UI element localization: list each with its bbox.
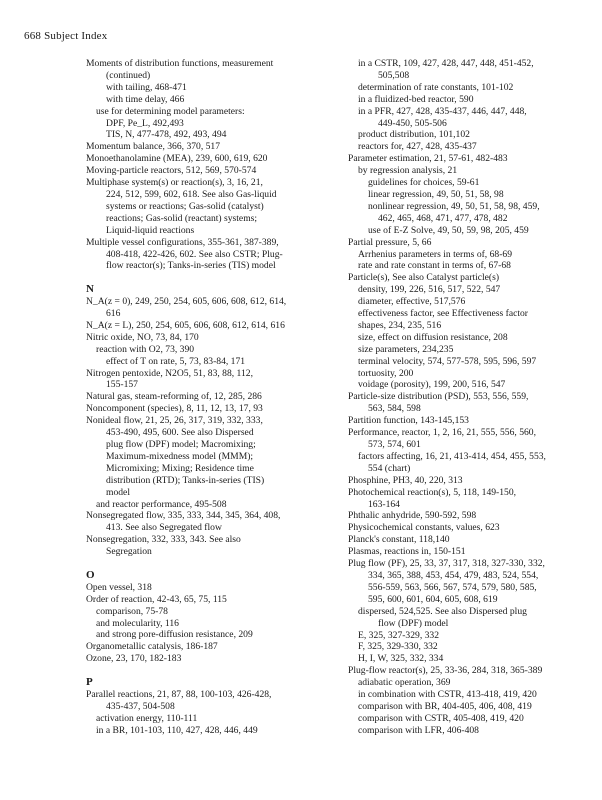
index-entry: in a PFR, 427, 428, 435-437, 446, 447, 448, (358, 105, 527, 117)
index-entry: product distribution, 101,102 (358, 129, 470, 141)
index-entry: Phosphine, PH3, 40, 220, 313 (348, 474, 463, 486)
index-entry: reactors for, 427, 428, 435-437 (358, 141, 477, 153)
index-entry: adiabatic operation, 369 (358, 677, 451, 689)
index-entry: Nonideal flow, 21, 25, 26, 317, 319, 332, 333, (86, 415, 263, 427)
index-entry: Particle-size distribution (PSD), 553, 556, 559, (348, 391, 529, 403)
index-entry: Micromixing; Mixing; Residence time (106, 462, 254, 474)
index-entry: and strong pore-diffusion resistance, 209 (96, 629, 253, 641)
index-entry: Particle(s), See also Catalyst particle(s) (348, 272, 500, 284)
index-entry: flow (DPF) model (378, 617, 449, 629)
index-entry: use of E-Z Solve, 49, 50, 59, 98, 205, 459 (368, 224, 529, 236)
index-entry: reactions; Gas-solid (reactant) systems; (106, 212, 258, 224)
index-entry: reaction with O2, 73, 390 (96, 343, 195, 355)
index-entry: Parallel reactions, 21, 87, 88, 100-103, 426-428, (86, 688, 272, 700)
index-entry: size parameters, 234,235 (358, 343, 454, 355)
index-entry: factors affecting, 16, 21, 413-414, 454, 455, 553, (358, 450, 546, 462)
index-entry: Organometallic catalysis, 186-187 (86, 641, 218, 653)
index-entry: E, 325, 327-329, 332 (358, 629, 440, 641)
page-number: 668 (24, 30, 42, 42)
index-entry: 155-157 (106, 379, 138, 391)
index-entry: Plug flow (PF), 25, 33, 37, 317, 318, 327-330, 332, (348, 558, 545, 570)
index-entry: voidage (porosity), 199, 200, 516, 547 (358, 379, 506, 391)
index-entry: Phthalic anhydride, 590-592, 598 (348, 510, 477, 522)
index-entry: DPF, Pe_L, 492,493 (106, 117, 184, 129)
index-entry: Planck's constant, 118,140 (348, 534, 450, 546)
index-entry: 413. See also Segregated flow (106, 522, 222, 534)
index-section-letter: O (86, 568, 95, 581)
index-entry: Natural gas, steam-reforming of, 12, 285, 286 (86, 391, 262, 403)
index-entry: and molecularity, 116 (96, 617, 179, 629)
index-entry: Monoethanolamine (MEA), 239, 600, 619, 620 (86, 153, 268, 165)
index-entry: F, 325, 329-330, 332 (358, 641, 438, 653)
index-entry: H, I, W, 325, 332, 334 (358, 653, 444, 665)
index-entry: Parameter estimation, 21, 57-61, 482-483 (348, 153, 508, 165)
index-entry: 163-164 (368, 498, 400, 510)
index-entry: comparison with CSTR, 405-408, 419, 420 (358, 712, 524, 724)
index-entry: with tailing, 468-471 (106, 81, 187, 93)
index-entry: rate and rate constant in terms of, 67-68 (358, 260, 511, 272)
index-column-left (76, 58, 336, 737)
index-entry: Moments of distribution functions, measurement (86, 58, 274, 69)
index-entry: in a BR, 101-103, 110, 427, 428, 446, 449 (96, 724, 258, 736)
index-entry: Physicochemical constants, values, 623 (348, 522, 500, 534)
index-entry: Partial pressure, 5, 66 (348, 236, 432, 248)
index-entry: N_A(z = L), 250, 254, 605, 606, 608, 612, 614, 616 (86, 319, 285, 331)
index-entry: Momentum balance, 366, 370, 517 (86, 141, 221, 153)
index-entry: N_A(z = 0), 249, 250, 254, 605, 606, 608, 612, 614, (86, 296, 287, 308)
index-entry: 554 (chart) (368, 462, 411, 474)
index-entry: flow reactor(s); Tanks-in-series (TIS) model (106, 260, 276, 272)
index-entry: systems or reactions; Gas-solid (catalyst) (106, 200, 264, 212)
index-entry: Nitrogen pentoxide, N2O5, 51, 83, 88, 112, (86, 367, 253, 379)
index-entry: 616 (106, 308, 121, 320)
index-entry: 408-418, 422-426, 602. See also CSTR; Plug- (106, 248, 283, 260)
index-entry: comparison, 75-78 (96, 605, 168, 617)
index-spacer (76, 558, 336, 570)
index-entry: Plug-flow reactor(s), 25, 33-36, 284, 318, 365-389 (348, 665, 543, 677)
index-entry: nonlinear regression, 49, 50, 51, 58, 98, 459, (368, 200, 540, 212)
index-column-right (348, 58, 602, 737)
index-entry: 595, 600, 601, 604, 605, 608, 619 (368, 593, 498, 605)
index-entry: and reactor performance, 495-508 (96, 498, 227, 510)
index-entry: 505,508 (378, 69, 410, 81)
index-entry: 334, 365, 388, 453, 454, 479, 483, 524, 554, (368, 569, 539, 581)
index-entry: 563, 584, 598 (368, 403, 421, 415)
index-entry: Partition function, 143-145,153 (348, 415, 469, 427)
index-entry: linear regression, 49, 50, 51, 58, 98 (368, 188, 504, 200)
index-entry: activation energy, 110-111 (96, 712, 198, 724)
index-entry: Open vessel, 318 (86, 581, 152, 593)
index-entry: by regression analysis, 21 (358, 165, 458, 177)
index-entry: shapes, 234, 235, 516 (358, 319, 442, 331)
index-entry: Nitric oxide, NO, 73, 84, 170 (86, 331, 199, 343)
index-entry: effectiveness factor, see Effectiveness factor (358, 308, 528, 320)
index-spacer (76, 665, 336, 677)
index-entry: effect of T on rate, 5, 73, 83-84, 171 (106, 355, 246, 367)
index-entry: Maximum-mixedness model (MMM); (106, 450, 254, 462)
index-section-letter: P (86, 676, 93, 689)
index-entry: 224, 512, 599, 602, 618. See also Gas-liquid (106, 188, 277, 200)
index-entry: model (106, 486, 130, 498)
index-entry: Plasmas, reactions in, 150-151 (348, 546, 466, 558)
index-entry: plug flow (DPF) model; Macromixing; (106, 438, 256, 450)
index-entry: comparison with LFR, 406-408 (358, 724, 479, 736)
index-entry: Nonsegregation, 332, 333, 343. See also (86, 534, 241, 546)
index-entry: Multiple vessel configurations, 355-361, 387-389, (86, 236, 279, 248)
index-entry: in a fluidized-bed reactor, 590 (358, 93, 474, 105)
index-entry: Arrhenius parameters in terms of, 68-69 (358, 248, 512, 260)
index-entry: density, 199, 226, 516, 517, 522, 547 (358, 284, 501, 296)
index-entry: 462, 465, 468, 471, 477, 478, 482 (378, 212, 508, 224)
index-entry: diameter, effective, 517,576 (358, 296, 466, 308)
index-entry: 453-490, 495, 600. See also Dispersed (106, 427, 254, 439)
index-entry: TIS, N, 477-478, 492, 493, 494 (106, 129, 227, 141)
index-entry: tortuosity, 200 (358, 367, 414, 379)
index-entry: Nonsegregated flow, 335, 333, 344, 345, 364, 408, (86, 510, 281, 522)
index-entry: 573, 574, 601 (368, 439, 421, 450)
index-entry: 435-437, 504-508 (106, 700, 175, 712)
index-entry: determination of rate constants, 101-102 (358, 81, 514, 93)
index-entry: Multiphase system(s) or reaction(s), 3, 16, 21, (86, 177, 263, 189)
index-entry: Performance, reactor, 1, 2, 16, 21, 555, 556, 560, (348, 427, 536, 439)
index-entry: Ozone, 23, 170, 182-183 (86, 653, 182, 665)
index-entry: distribution (RTD); Tanks-in-series (TIS) (106, 474, 265, 486)
index-entry: (continued) (106, 69, 151, 81)
index-spacer (76, 272, 336, 284)
section-title: Subject Index (44, 30, 108, 42)
index-entry: Segregation (106, 546, 152, 558)
page-header (24, 30, 107, 42)
index-entry: size, effect on diffusion resistance, 208 (358, 331, 508, 343)
index-entry: with time delay, 466 (106, 93, 185, 105)
index-entry: in combination with CSTR, 413-418, 419, 420 (358, 689, 537, 701)
index-entry: comparison with BR, 404-405, 406, 408, 419 (358, 700, 532, 712)
index-entry: dispersed, 524,525. See also Dispersed plug (358, 605, 527, 617)
index-entry: in a CSTR, 109, 427, 428, 447, 448, 451-452, (358, 58, 534, 69)
index-entry: terminal velocity, 574, 577-578, 595, 596, 597 (358, 355, 537, 367)
index-entry: Liquid-liquid reactions (106, 224, 195, 236)
index-entry: guidelines for choices, 59-61 (368, 177, 480, 189)
index-section-letter: N (86, 283, 94, 296)
index-entry: Photochemical reaction(s), 5, 118, 149-150, (348, 486, 517, 498)
index-entry: use for determining model parameters: (96, 105, 245, 117)
index-entry: Noncomponent (species), 8, 11, 12, 13, 17, 93 (86, 403, 263, 415)
index-entry: Moving-particle reactors, 512, 569, 570-574 (86, 165, 257, 177)
index-entry: 556-559, 563, 566, 567, 574, 579, 580, 585, (368, 581, 537, 593)
index-entry: 449-450, 505-506 (378, 117, 447, 129)
index-entry: Order of reaction, 42-43, 65, 75, 115 (86, 593, 227, 605)
